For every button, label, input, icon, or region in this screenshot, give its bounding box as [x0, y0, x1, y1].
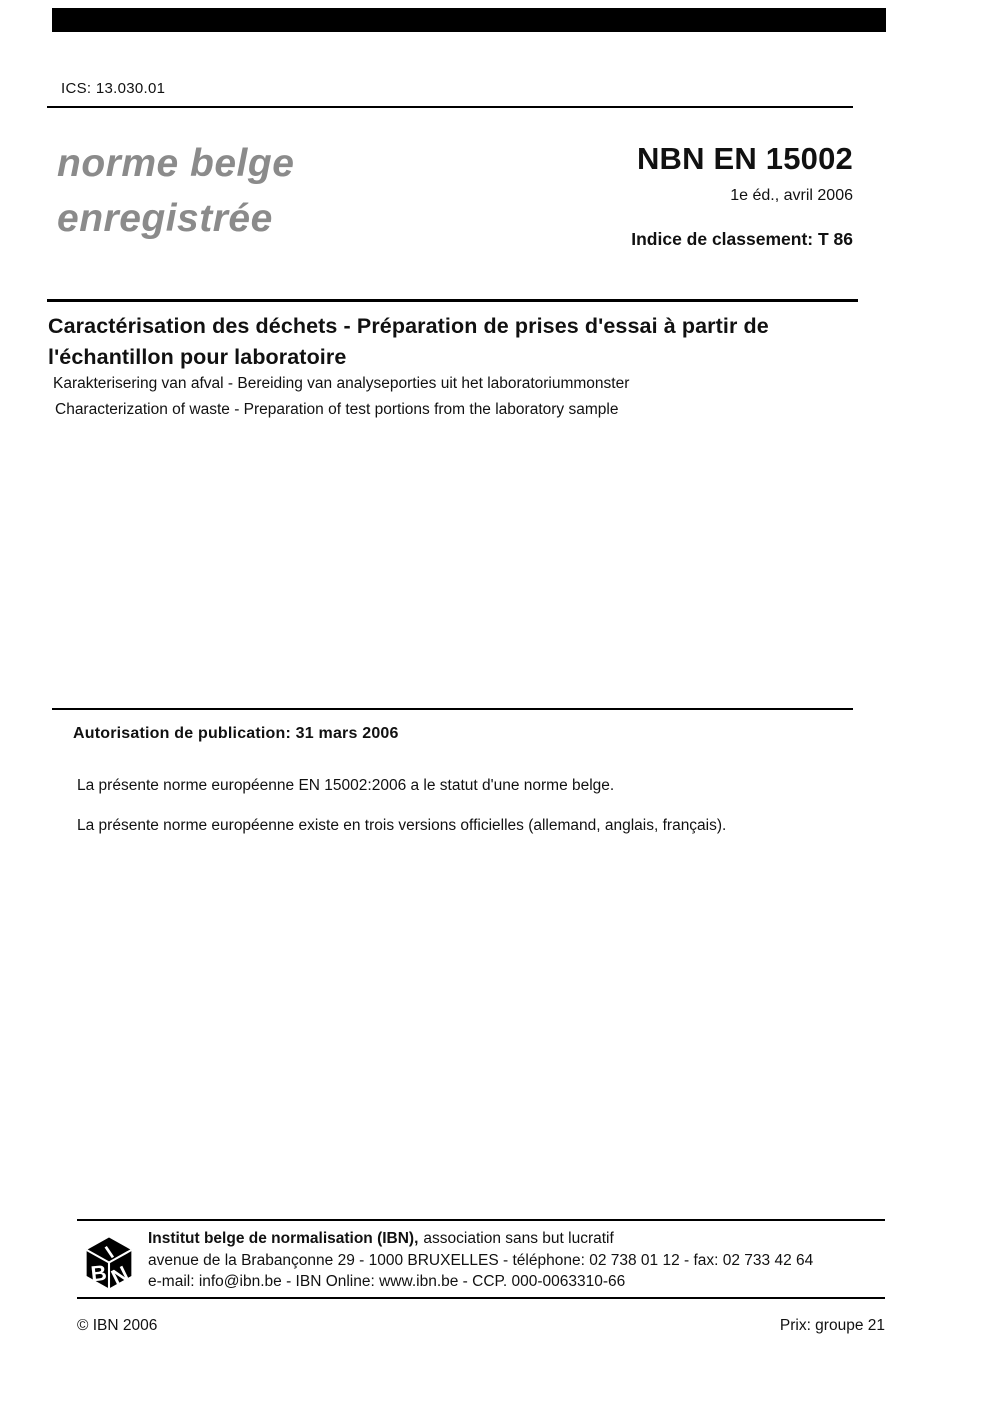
authorization-divider: [52, 708, 853, 710]
svg-text:N: N: [107, 1260, 133, 1290]
header-divider: [47, 106, 853, 108]
svg-text:I: I: [101, 1241, 118, 1263]
publisher-contact: e-mail: info@ibn.be - IBN Online: www.ibn.be - CCP. 000-0063310-66: [148, 1273, 626, 1290]
doc-type-line2: enregistrée: [57, 197, 273, 240]
publisher-box-bottom-divider: [77, 1297, 885, 1299]
authorization-paragraph-2: La présente norme européenne existe en trois versions officielles (allemand, anglais, français).: [77, 817, 727, 834]
price-group: Prix: groupe 21: [779, 1317, 885, 1334]
svg-text:B: B: [89, 1259, 108, 1287]
ibn-cube-logo-icon: [83, 1234, 135, 1292]
publisher-block: [148, 1228, 813, 1293]
doc-type-line1: norme belge: [57, 142, 295, 185]
authorization-heading: Autorisation de publication: 31 mars 2006: [73, 725, 399, 742]
document-type-heading: [57, 136, 294, 246]
authorization-paragraph-1: La présente norme européenne EN 15002:2006 a le statut d'une norme belge.: [77, 777, 615, 794]
publisher-box-top-divider: [77, 1219, 885, 1221]
copyright-notice: © IBN 2006: [77, 1317, 158, 1334]
edition-date: 1e éd., avril 2006: [730, 187, 853, 204]
title-divider: [47, 299, 858, 302]
publisher-name-suffix: association sans but lucratif: [423, 1230, 614, 1247]
top-black-bar: [52, 8, 886, 32]
title-dutch: Karakterisering van afval - Bereiding van analyseporties uit het laboratoriummonster: [53, 375, 630, 392]
publisher-name: Institut belge de normalisation (IBN),: [148, 1230, 419, 1247]
publisher-name-line: [148, 1228, 813, 1250]
ics-code: ICS: 13.030.01: [61, 80, 166, 97]
standard-code: NBN EN 15002: [636, 141, 853, 176]
title-french: Caractérisation des déchets - Préparation de prises d'essai à partir de l'échantillon pour laboratoire: [48, 314, 769, 369]
title-english: Characterization of waste - Preparation of test portions from the laboratory sample: [55, 401, 619, 418]
publisher-address: avenue de la Brabançonne 29 - 1000 BRUXELLES - téléphone: 02 738 01 12 - fax: 02 733 42 64: [148, 1251, 814, 1269]
classification-index: Indice de classement: T 86: [631, 229, 853, 249]
